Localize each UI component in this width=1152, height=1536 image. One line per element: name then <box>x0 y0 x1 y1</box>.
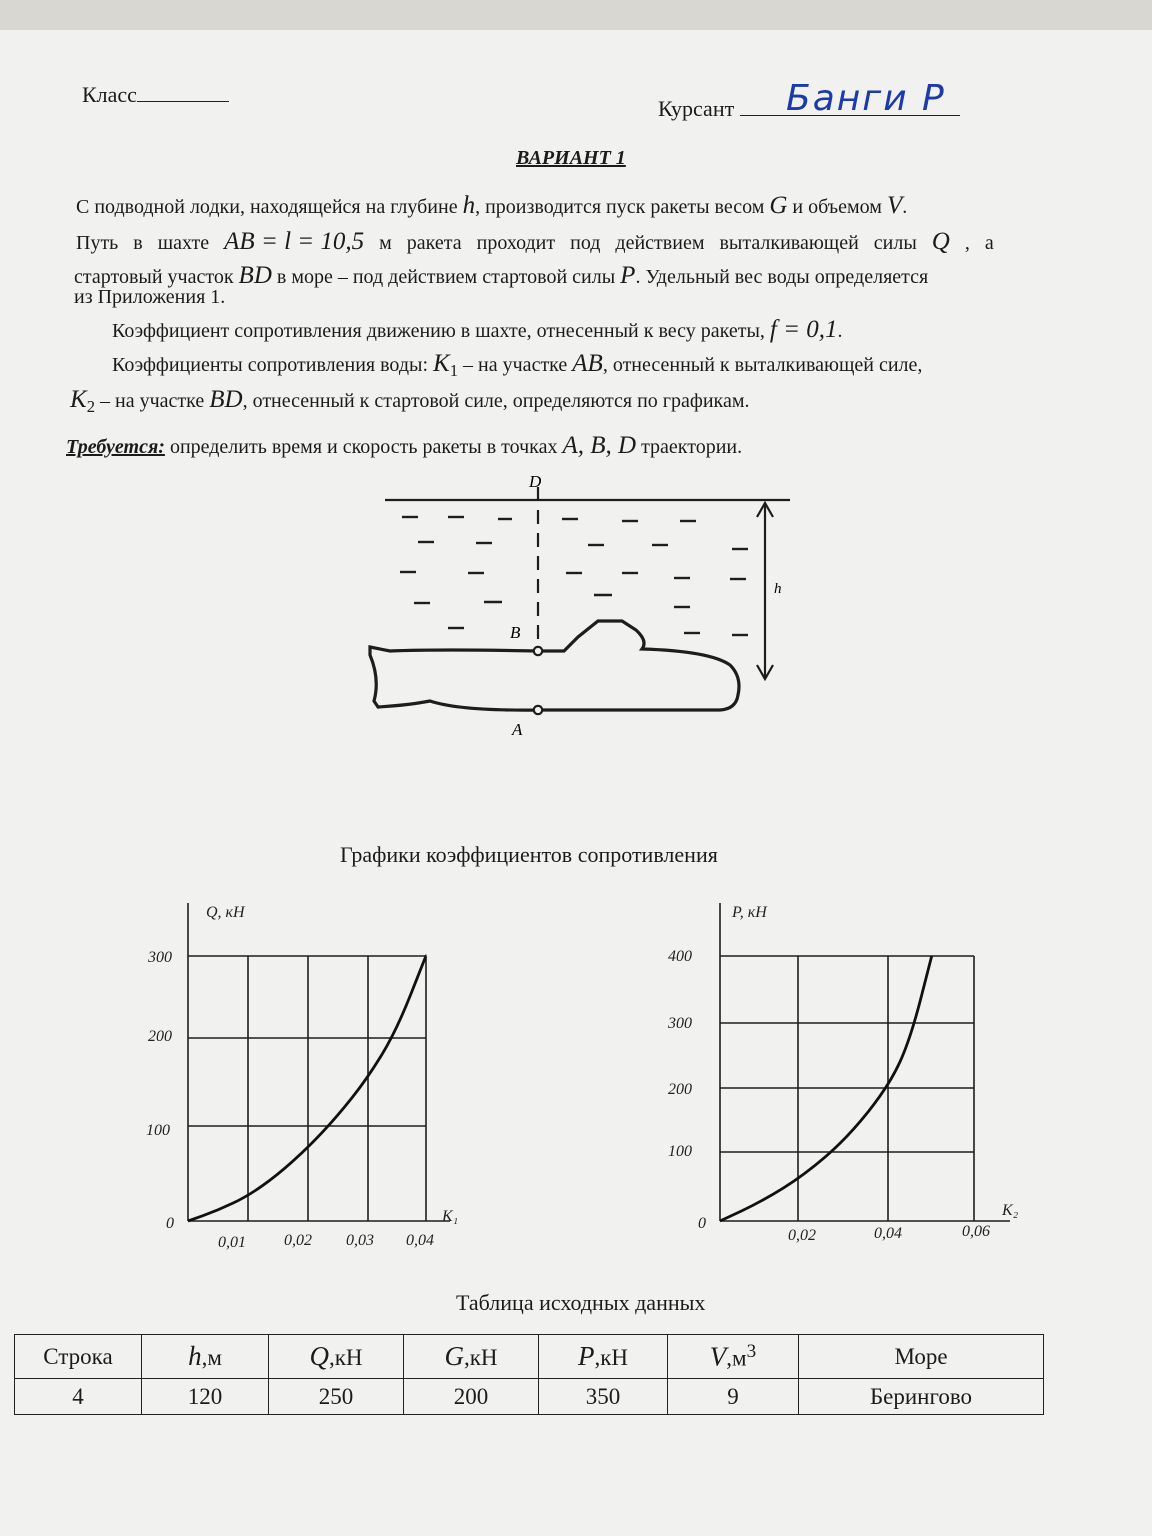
chart-k2-xtick: 0,04 <box>874 1225 902 1242</box>
submarine-diagram <box>350 465 810 750</box>
text: , а <box>964 232 994 254</box>
point-B-marker <box>534 647 542 655</box>
unit-m: м <box>379 232 392 254</box>
var-AB: AB <box>572 350 603 377</box>
table-title: Таблица исходных данных <box>456 1290 706 1315</box>
sub-1: 1 <box>449 361 459 380</box>
var-V: V <box>886 192 903 219</box>
text: стартовый участок <box>74 266 234 288</box>
cell-row: 4 <box>15 1379 142 1415</box>
chart-k2-xtick: 0,06 <box>962 1223 990 1240</box>
var: V <box>709 1341 727 1372</box>
var-G: G <box>769 192 788 219</box>
class-underline <box>137 101 229 102</box>
submarine-hull <box>370 621 739 710</box>
chart-k2-xlabel: K₂ <box>1002 1202 1019 1219</box>
chart-k1-ytick: 200 <box>148 1028 172 1045</box>
label-B: B <box>510 623 521 642</box>
var-K2: K <box>70 386 87 413</box>
var-BD: BD <box>209 386 243 413</box>
header-row: Строка <box>15 1335 142 1379</box>
text: . <box>902 196 908 218</box>
graphs-title: Графики коэффициентов сопротивления <box>340 842 718 867</box>
unit: ,кН <box>328 1345 363 1370</box>
text: Коэффициент сопротивления движению в шахте, отнесенный к весу ракеты, <box>112 320 765 342</box>
unit: ,м <box>726 1345 747 1371</box>
chart-k1-ytick: 100 <box>146 1122 170 1139</box>
chart-k1-xtick: 0,03 <box>346 1232 374 1249</box>
formula-ab: AB = l = 10,5 <box>224 228 365 255</box>
text: , отнесенный к выталкивающей силе, <box>602 354 923 376</box>
chart-k2-ytick: 300 <box>668 1015 692 1032</box>
unit: ,кН <box>463 1345 498 1370</box>
text: траектории. <box>641 436 743 458</box>
chart-k2-ylabel: P, кН <box>732 904 767 921</box>
unit: ,кН <box>594 1345 629 1370</box>
problem-line-8 <box>66 432 742 461</box>
problem-line-7 <box>70 386 749 416</box>
chart-k2-xtick: 0,02 <box>788 1227 816 1244</box>
text: . Удельный вес воды определяется <box>635 266 929 288</box>
table-row <box>15 1379 1044 1415</box>
water-dashes <box>400 517 748 635</box>
text: и объемом <box>792 196 882 218</box>
label-A: A <box>512 720 523 739</box>
var: h <box>188 1341 202 1371</box>
text: Коэффициенты сопротивления воды: <box>112 354 429 376</box>
cell-q: 250 <box>269 1379 404 1415</box>
header-h <box>142 1335 269 1379</box>
header-p <box>539 1335 668 1379</box>
chart-k2 <box>660 895 1040 1250</box>
points-ABD: A, B, D <box>562 432 637 459</box>
chart-k1-grid <box>188 903 450 1221</box>
var: G <box>444 1341 464 1371</box>
cadet-label: Курсант <box>658 96 735 121</box>
chart-k2-ytick: 0 <box>698 1215 706 1232</box>
var: P <box>577 1341 595 1371</box>
text: – на участке <box>100 390 205 412</box>
variant-title: ВАРИАНТ 1 <box>516 147 626 169</box>
chart-k2-ytick: 400 <box>668 948 692 965</box>
var-BD: BD <box>238 262 272 289</box>
chart-k1-curve <box>188 956 426 1221</box>
chart-k1-ytick: 300 <box>148 949 172 966</box>
cell-p: 350 <box>539 1379 668 1415</box>
var-h: h <box>462 192 476 219</box>
chart-k1-xlabel: K₁ <box>442 1208 459 1225</box>
cell-v: 9 <box>668 1379 799 1415</box>
header-q <box>269 1335 404 1379</box>
label-D: D <box>529 472 542 491</box>
header-g <box>404 1335 539 1379</box>
chart-k2-ytick: 200 <box>668 1081 692 1098</box>
chart-k2-grid <box>720 903 1010 1221</box>
formula-f: f = 0,1 <box>769 316 838 343</box>
text: – на участке <box>463 354 568 376</box>
text: ракета проходит под действием выталкивающей силы <box>406 232 917 254</box>
cell-h: 120 <box>142 1379 269 1415</box>
problem-line-4: из Приложения 1. <box>74 286 226 308</box>
problem-line-5 <box>112 316 843 345</box>
var-K1: K <box>433 350 450 377</box>
cadet-signature: Банги Р <box>786 78 946 119</box>
chart-k1 <box>140 895 470 1260</box>
text: , отнесенный к стартовой силе, определяются по графикам. <box>242 390 750 412</box>
required-label: Требуется: <box>66 436 165 458</box>
var-Q: Q <box>931 228 950 255</box>
cell-sea: Берингово <box>799 1379 1044 1415</box>
problem-line-6 <box>112 350 922 380</box>
text: в море – под действием стартовой силы <box>276 266 616 288</box>
problem-line-1 <box>76 192 907 221</box>
class-label: Класс <box>82 82 137 107</box>
chart-k1-xtick: 0,02 <box>284 1232 312 1249</box>
chart-k1-ylabel: Q, кН <box>206 904 245 921</box>
text: Путь в шахте <box>76 232 210 254</box>
text: определить время и скорость ракеты в точках <box>169 436 558 458</box>
header-sea: Море <box>799 1335 1044 1379</box>
text: , производится пуск ракеты весом <box>475 196 765 218</box>
unit: ,м <box>201 1345 222 1370</box>
cell-g: 200 <box>404 1379 539 1415</box>
text: . <box>837 320 843 342</box>
chart-k1-xtick: 0,01 <box>218 1234 246 1251</box>
sub-2: 2 <box>86 397 96 416</box>
class-field <box>82 82 229 108</box>
var: Q <box>309 1341 329 1371</box>
chart-k1-ytick: 0 <box>166 1215 174 1232</box>
text: С подводной лодки, находящейся на глубине <box>76 196 458 218</box>
chart-k2-ytick: 100 <box>668 1143 692 1160</box>
header-v <box>668 1335 799 1379</box>
problem-line-2 <box>76 228 994 257</box>
chart-k1-xtick: 0,04 <box>406 1232 434 1249</box>
table-header-row <box>15 1335 1044 1379</box>
exp: 3 <box>746 1340 757 1362</box>
data-table <box>14 1334 1044 1415</box>
point-A-marker <box>534 706 542 714</box>
label-h: h <box>774 581 782 597</box>
var-P: P <box>620 262 636 289</box>
